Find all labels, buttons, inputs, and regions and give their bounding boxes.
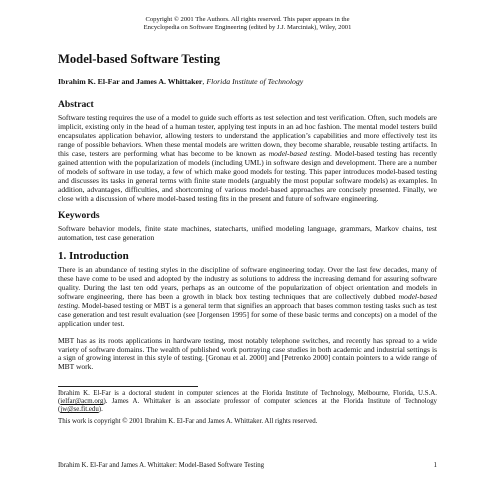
keywords-heading: Keywords (58, 210, 100, 222)
page-footer (58, 462, 437, 470)
keywords-text: Software behavior models, finite state machines, statecharts, unified modeling language, grammars, Markov chains, test automation, test case generation (58, 224, 437, 243)
paper-title: Model-based Software Testing (58, 52, 221, 67)
abstract-emphasis: model-based testing (268, 149, 330, 159)
abstract-text-part1: Software testing requires the use of a model to guide such efforts as test selection and test verification. Often, such models are implicit, existing only in the head of a human tester, applying test inputs in an ad hoc fashion. The mental model testers build encapsulates application behavior, allowing testers to understand the application’s capabilities and more effectively test its range of possible behaviors. When these mental models are written down, they become sharable, reusable testing artifacts. In this case, testers are performing what has become to be known as (58, 113, 437, 159)
footnote-rule (58, 386, 198, 387)
introduction-paragraph-2: MBT has as its roots applications in hardware testing, most notably telephone switches, and recently has spread to a wide variety of software domains. The wealth of published work portraying case studies in both academic and industrial settings is a sign of growing interest in this style of testing. [Gronau et al. 2000] and [Petrenko 2000] contain pointers to a wide range of MBT work. (58, 335, 437, 372)
abstract-text (58, 114, 437, 203)
footnote-text-1: Ibrahim K. El-Far is a doctoral student in computer sciences at the Florida Institute of Technology, Melbourne, Florida, U.S.A. ( (58, 390, 437, 406)
abstract-text-part2: . Model-based testing has recently gained attention with the popularization of models (including UML) in software design and development. There are a number of models of software in use today, a few of which make good models for testing. This paper introduces model-based testing and discusses its tasks in general terms with finite state models (arguably the most popular software models) as examples. In addition, advantages, difficulties, and shortcoming of various model-based approaches are concisely presented. Finally, we close with a discussion of where model-based testing fits in the present and future of software engineering. (58, 149, 438, 203)
footnote-text-2: ). James A. Whittaker is an associate professor of computer sciences at the Florida Institute of Technology ( (58, 398, 437, 414)
abstract-heading: Abstract (58, 99, 94, 111)
introduction-heading: 1. Introduction (58, 250, 129, 263)
introduction-paragraph-1 (58, 266, 437, 328)
copyright-notice (58, 16, 437, 32)
intro-p1-part2: . Model-based testing or MBT is a general term that signifies an approach that bases common testing tasks such as test case generation and test result evaluation (see [Jorgensen 1995] for some of these basic terms and concepts) on a model of the application under test. (58, 300, 437, 328)
author-names: Ibrahim K. El-Far and James A. Whittaker (58, 77, 203, 87)
intro-p1-emphasis: model-based testing (58, 292, 437, 310)
copyright-line-1: Copyright © 2001 The Authors. All rights reserved. This paper appears in the (145, 16, 350, 23)
copyright-footnote: This work is copyright © 2001 Ibrahim K. El-Far and James A. Whittaker. All rights reserved. (58, 418, 318, 426)
page-number: 1 (433, 462, 437, 469)
author-footnote (58, 390, 437, 414)
author-affiliation: Florida Institute of Technology (206, 77, 304, 87)
copyright-line-2: Encyclopedia on Software Engineering (edited by J.J. Marciniak), Wiley, 2001 (143, 24, 352, 32)
email-link-elfar[interactable]: ielfar@acm.org (60, 398, 104, 406)
footer-running-title: Ibrahim K. El-Far and James A. Whittaker: Model-Based Software Testing (58, 462, 265, 469)
author-line: Ibrahim K. El-Far and James A. Whittaker, Florida Institute of Technology (58, 77, 304, 87)
email-link-whittaker[interactable]: jw@se.fit.edu (60, 406, 99, 414)
intro-p1-part1: There is an abundance of testing styles in the discipline of software engineering today. Over the last few decades, many of these have come to be used and adopted by the industry as solutions to address the increasing demand for assuring software quality. During the last ten odd years, perhaps as an outcome of the popularization of object orientation and models in software engineering, there has been a growth in black box testing techniques that are collectively dubbed (58, 265, 437, 301)
footnote-text-3: ). (98, 406, 103, 414)
